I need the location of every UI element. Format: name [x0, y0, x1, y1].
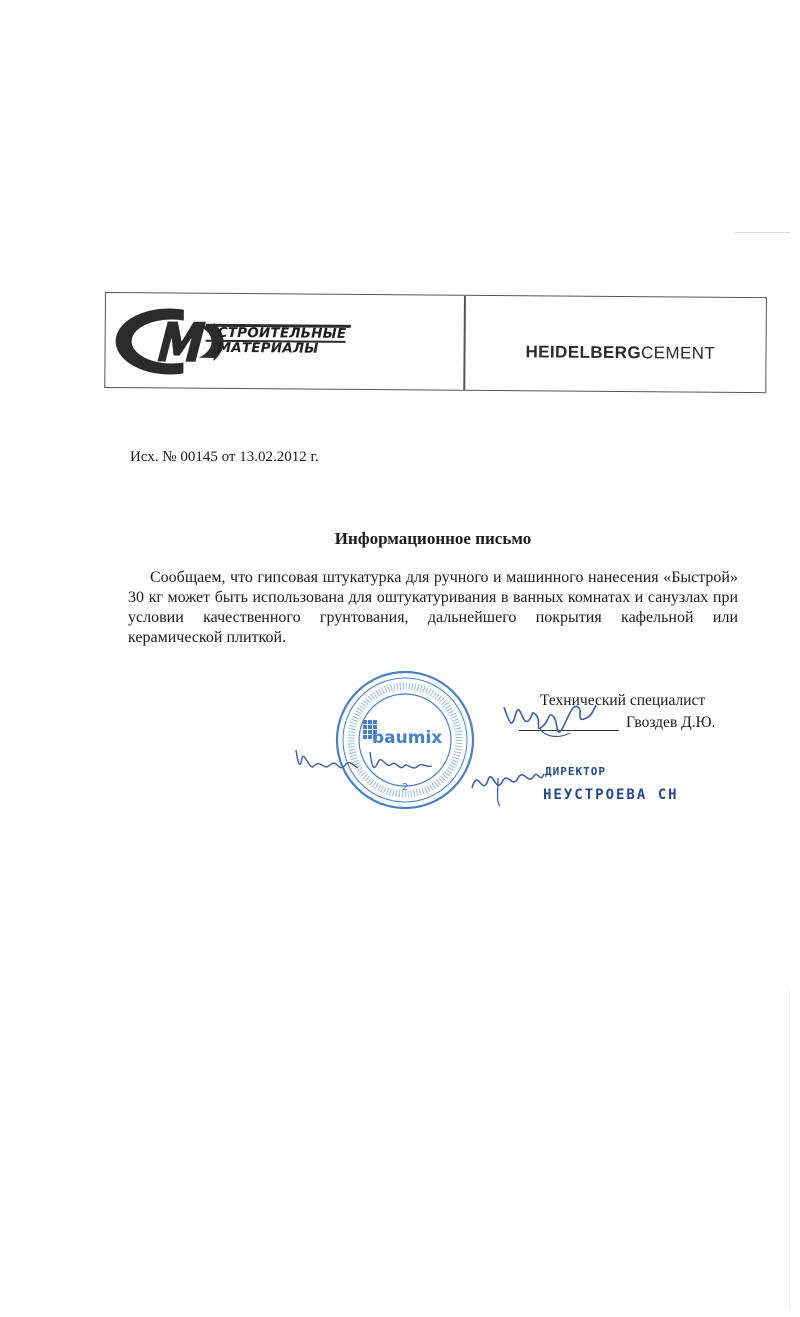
signatory-name: Гвоздев Д.Ю. — [626, 714, 716, 731]
logo-wordmark — [218, 326, 347, 357]
logo-line-2: МАТЕРИАЛЫ — [217, 339, 319, 357]
body-paragraph: Сообщаем, что гипсовая штукатурка для ручного и машинного нанесения «Быстрой» 30 кг может быть использована для оштукатуривания в ванных комнатах и санузлах при условии качественного грунтования, дальнейшего покрытия кафельной или керамической плиткой. — [128, 569, 738, 646]
heidelbergcement-logo — [525, 342, 715, 363]
stamp-number: 2 — [402, 782, 409, 793]
letter-body — [128, 568, 738, 648]
handwritten-signature-director — [468, 758, 548, 808]
director-name: НЕУСТРОЕВА СН — [543, 787, 679, 803]
document-title: Информационное письмо — [334, 529, 532, 548]
director-label: ДИРЕКТОР — [545, 765, 606, 778]
scan-artifact — [735, 232, 790, 233]
scan-artifact — [789, 990, 790, 1310]
stroitelnye-materialy-logo — [113, 299, 454, 386]
letterhead — [104, 292, 767, 393]
outgoing-reference: Исх. № 00145 от 13.02.2012 г. — [130, 449, 319, 465]
stamp-brand: baumix — [372, 728, 443, 748]
letterhead-divider — [463, 296, 465, 390]
logo-line-1: СТРОИТЕЛЬНЫЕ — [217, 324, 347, 342]
handwritten-signature-clerk — [292, 742, 472, 782]
signatory-role: Технический специалист — [540, 692, 706, 709]
handwritten-signature-tech — [500, 695, 600, 745]
logo-bold-part: HEIDELBERG — [525, 342, 642, 363]
logo-light-part: CEMENT — [640, 343, 716, 363]
